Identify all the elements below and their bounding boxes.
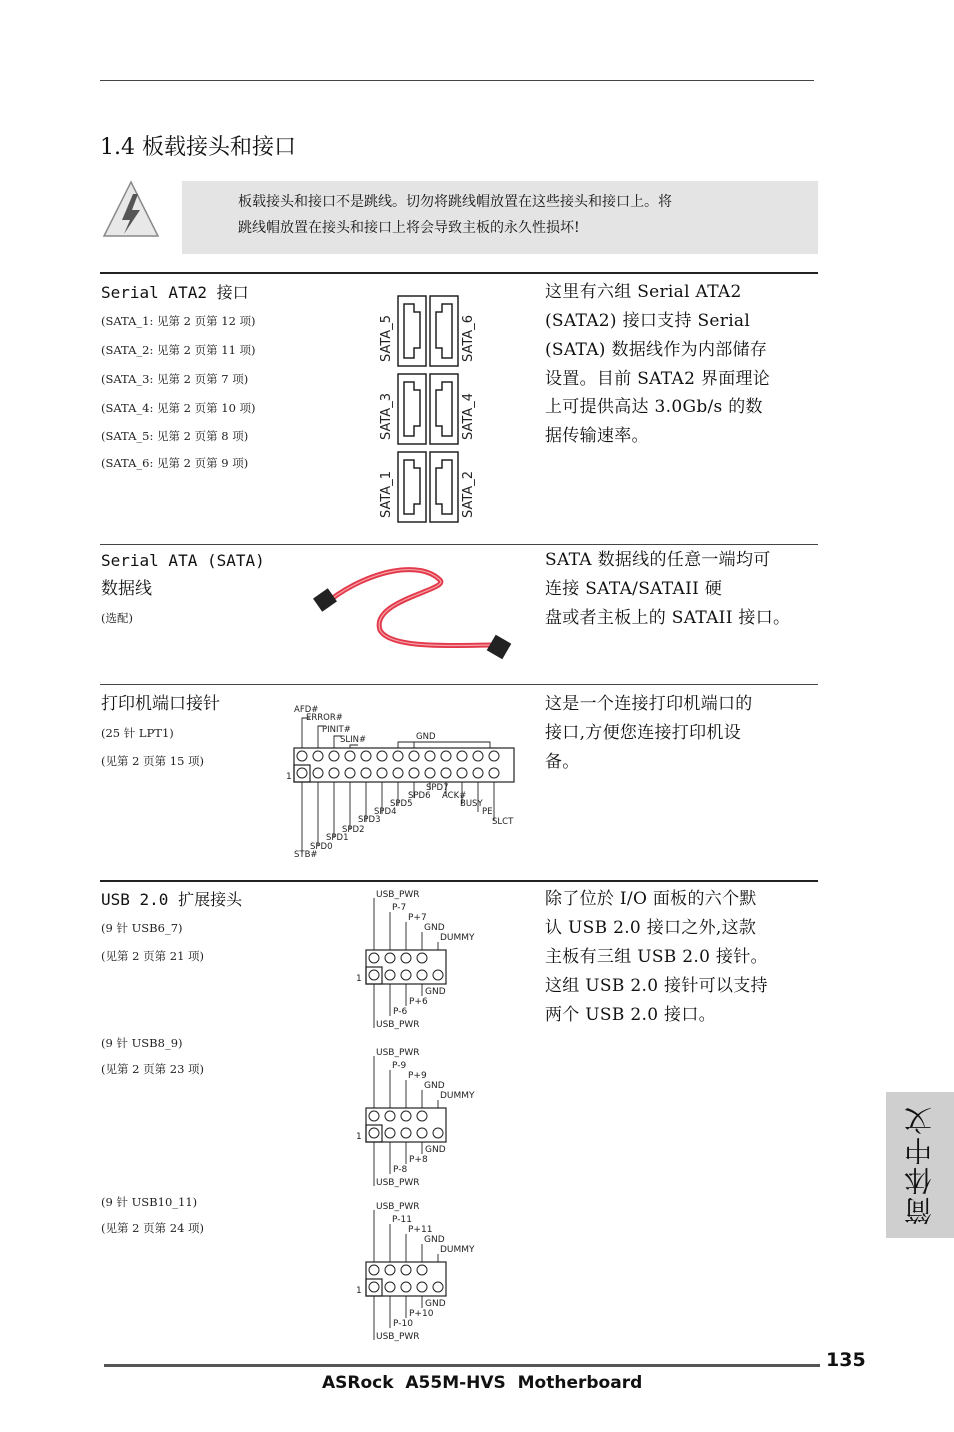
printer-header-diagram (284, 700, 524, 864)
sata-title: Serial ATA2 接口 (101, 283, 249, 302)
lpt-pin (441, 751, 451, 761)
usb-desc-1: 除了位於 I/O 面板的六个默 (545, 889, 757, 909)
printer-ref: (见第 2 页第 15 项) (101, 754, 205, 768)
usb-pin (385, 1111, 395, 1121)
printer-desc-1: 这是一个连接打印机端口的 (545, 694, 753, 714)
usb-bottom-label: P-10 (393, 1319, 413, 1329)
usb-header-diagram-3 (350, 1200, 500, 1354)
cable-title: Serial ATA (SATA) (101, 551, 265, 570)
lpt-label-spd6: SPD6 (408, 791, 431, 801)
usb-desc-3: 主板有三组 USB 2.0 接针。 (545, 947, 768, 967)
lpt-label-slct: SLCT (492, 817, 514, 827)
lpt-label-pinit: PINIT# (322, 725, 351, 735)
lpt-pin (345, 751, 355, 761)
usb-pin (369, 1111, 379, 1121)
usb-top-label: GND (424, 1081, 445, 1091)
usb3-pin-info: (9 针 USB10_11) (101, 1195, 198, 1209)
lpt-pin (409, 751, 419, 761)
usb-pin (417, 1282, 427, 1292)
usb-top-label: P-7 (392, 903, 407, 913)
sata-item-6: (SATA_6: 见第 2 页第 9 项) (101, 456, 249, 470)
usb-top-label: GND (424, 1235, 445, 1245)
usb2-pin-info: (9 针 USB8_9) (101, 1036, 183, 1050)
lpt-label-ack: ACK# (442, 791, 467, 801)
notice-line-1: 板载接头和接口不是跳线。切勿将跳线帽放置在这些接头和接口上。将 (238, 194, 672, 210)
usb-pin (417, 1128, 427, 1138)
usb-pin (385, 970, 395, 980)
lpt-label-spd0: SPD0 (310, 842, 333, 852)
cable-desc-1: SATA 数据线的任意一端均可 (545, 550, 771, 570)
section-rule-printer (100, 684, 818, 685)
usb-pin (433, 1128, 443, 1138)
usb-header-diagram-1 (350, 888, 500, 1042)
sata-item-3: (SATA_3: 见第 2 页第 7 项) (101, 372, 249, 386)
notice-box (182, 181, 818, 254)
usb-desc-4: 这组 USB 2.0 接针可以支持 (545, 976, 768, 996)
footer-rule (104, 1364, 820, 1367)
usb-desc-5: 两个 USB 2.0 接口。 (545, 1005, 716, 1025)
sata-desc-6: 据传输速率。 (545, 426, 649, 446)
usb-bottom-label: USB_PWR (376, 1178, 420, 1188)
sata-item-4: (SATA_4: 见第 2 页第 10 项) (101, 401, 256, 415)
section-rule-sata (100, 272, 818, 274)
usb-pin (401, 970, 411, 980)
usb-pin (401, 1111, 411, 1121)
cable-desc-3: 盘或者主板上的 SATAII 接口。 (545, 608, 791, 628)
cable-note: (选配) (101, 611, 133, 625)
lpt-label-gnd: GND (416, 732, 436, 742)
lpt-pin (425, 768, 435, 778)
usb-bottom-label: GND (425, 1145, 446, 1155)
sata-item-5: (SATA_5: 见第 2 页第 8 项) (101, 429, 249, 443)
lpt-pin (361, 768, 371, 778)
usb-pin (417, 970, 427, 980)
usb-pin (369, 1265, 379, 1275)
usb-bottom-label: P+8 (409, 1155, 428, 1165)
lpt-label-spd5: SPD5 (390, 799, 413, 809)
lpt-label-pe: PE (482, 807, 493, 817)
footer-title: ASRock A55M-HVS Motherboard (322, 1373, 643, 1393)
sata-label-5: SATA_5 (379, 315, 394, 362)
usb-top-label: DUMMY (440, 1245, 475, 1255)
printer-desc-3: 备。 (545, 752, 580, 772)
lpt-pin (457, 768, 467, 778)
sata-connector-diagram (370, 290, 480, 526)
usb-title: USB 2.0 扩展接头 (101, 890, 243, 909)
usb-top-label: DUMMY (440, 1091, 475, 1101)
usb2-ref: (见第 2 页第 23 项) (101, 1062, 205, 1076)
lpt-pin (473, 751, 483, 761)
usb-top-label: GND (424, 923, 445, 933)
sata-desc-5: 上可提供高达 3.0Gb/s 的数 (545, 397, 763, 417)
language-side-tab (886, 1092, 954, 1238)
section-rule-usb (100, 880, 818, 882)
usb-pin (417, 1111, 427, 1121)
sata-cable-image (310, 560, 530, 670)
lpt-label-error: ERROR# (306, 713, 343, 723)
lpt-pin (489, 751, 499, 761)
usb-bottom-label: P-8 (393, 1165, 408, 1175)
usb3-ref: (见第 2 页第 24 项) (101, 1221, 205, 1235)
usb-pin (369, 1282, 379, 1292)
usb-pin (385, 1128, 395, 1138)
usb-bottom-label: USB_PWR (376, 1020, 420, 1030)
lpt-label-slin: SLIN# (340, 735, 367, 745)
usb-bottom-label: GND (425, 987, 446, 997)
lpt-pin (441, 768, 451, 778)
usb1-pin-info: (9 针 USB6_7) (101, 921, 183, 935)
usb-pin (369, 970, 379, 980)
cable-desc-2: 连接 SATA/SATAII 硬 (545, 579, 723, 599)
usb-top-label: P-9 (392, 1061, 407, 1071)
usb-pin (369, 1128, 379, 1138)
usb-top-label: P+11 (408, 1225, 433, 1235)
sata-desc-1: 这里有六组 Serial ATA2 (545, 282, 742, 302)
section-title: 1.4 板载接头和接口 (100, 135, 296, 160)
usb-pin1-label: 1 (356, 1286, 362, 1296)
sata-label-6: SATA_6 (461, 315, 476, 362)
lpt-pin (313, 768, 323, 778)
lpt-pin (393, 751, 403, 761)
sata-item-1: (SATA_1: 见第 2 页第 12 项) (101, 314, 256, 328)
cable-title-2: 数据线 (101, 579, 152, 599)
usb-header-diagram-2 (350, 1046, 500, 1200)
usb-pin (401, 1282, 411, 1292)
sata-label-2: SATA_2 (461, 471, 476, 518)
top-rule (100, 80, 814, 81)
usb-pin (401, 1128, 411, 1138)
lpt-pin (393, 768, 403, 778)
usb-pin (433, 970, 443, 980)
lpt-pin (377, 751, 387, 761)
usb-pin (417, 1265, 427, 1275)
usb-pin (369, 953, 379, 963)
lpt-label-spd7: SPD7 (426, 783, 449, 793)
lpt-pin1: 1 (286, 772, 292, 782)
printer-title: 打印机端口接针 (101, 694, 220, 714)
usb-desc-2: 认 USB 2.0 接口之外,这款 (545, 918, 757, 938)
sata-desc-3: (SATA) 数据线作为内部储存 (545, 340, 768, 360)
usb-top-label: P+9 (408, 1071, 427, 1081)
warning-icon (102, 180, 160, 240)
lpt-pin (473, 768, 483, 778)
lpt-pin (409, 768, 419, 778)
lpt-label-spd2: SPD2 (342, 825, 365, 835)
usb-pin1-label: 1 (356, 1132, 362, 1142)
sata-label-1: SATA_1 (379, 471, 394, 518)
usb-pin (385, 953, 395, 963)
usb-pin (401, 1265, 411, 1275)
lpt-label-busy: BUSY (460, 799, 483, 809)
usb1-ref: (见第 2 页第 21 项) (101, 949, 205, 963)
sata-desc-4: 设置。目前 SATA2 界面理论 (545, 369, 771, 389)
usb-pin (385, 1265, 395, 1275)
lpt-pin (313, 751, 323, 761)
usb-top-label: P+7 (408, 913, 427, 923)
usb-top-label: USB_PWR (376, 1202, 420, 1212)
usb-bottom-label: USB_PWR (376, 1332, 420, 1342)
lpt-pin (489, 768, 499, 778)
lpt-label-spd3: SPD3 (358, 815, 381, 825)
page-number: 135 (826, 1349, 866, 1371)
lpt-pin (297, 751, 307, 761)
usb-top-label: P-11 (392, 1215, 412, 1225)
usb-pin1-label: 1 (356, 974, 362, 984)
sata-desc-2: (SATA2) 接口支持 Serial (545, 311, 751, 331)
usb-pin (417, 953, 427, 963)
usb-top-label: USB_PWR (376, 1048, 420, 1058)
lpt-label-stb: STB# (294, 850, 318, 860)
usb-pin (385, 1282, 395, 1292)
lpt-pin (457, 751, 467, 761)
usb-bottom-label: P-6 (393, 1007, 408, 1017)
notice-line-2: 跳线帽放置在接头和接口上将会导致主板的永久性损坏! (238, 220, 580, 236)
usb-top-label: USB_PWR (376, 890, 420, 900)
lpt-pin (361, 751, 371, 761)
sata-label-4: SATA_4 (461, 393, 476, 440)
usb-bottom-label: P+6 (409, 997, 428, 1007)
usb-bottom-label: P+10 (409, 1309, 434, 1319)
lpt-label-spd4: SPD4 (374, 807, 397, 817)
lpt-pin (377, 768, 387, 778)
printer-pin-info: (25 针 LPT1) (101, 726, 174, 740)
usb-pin (401, 953, 411, 963)
printer-desc-2: 接口,方便您连接打印机设 (545, 723, 742, 743)
lpt-pin (297, 768, 307, 778)
language-side-tab-label: 简体中文 (903, 1105, 936, 1225)
lpt-pin (329, 768, 339, 778)
usb-bottom-label: GND (425, 1299, 446, 1309)
lpt-label-spd1: SPD1 (326, 833, 349, 843)
lpt-pin (329, 751, 339, 761)
usb-top-label: DUMMY (440, 933, 475, 943)
lpt-pin (425, 751, 435, 761)
sata-label-3: SATA_3 (379, 393, 394, 440)
sata-item-2: (SATA_2: 见第 2 页第 11 项) (101, 343, 256, 357)
lpt-pin (345, 768, 355, 778)
lpt-label-afd: AFD# (294, 705, 319, 715)
usb-pin (433, 1282, 443, 1292)
section-rule-cable (100, 544, 818, 545)
